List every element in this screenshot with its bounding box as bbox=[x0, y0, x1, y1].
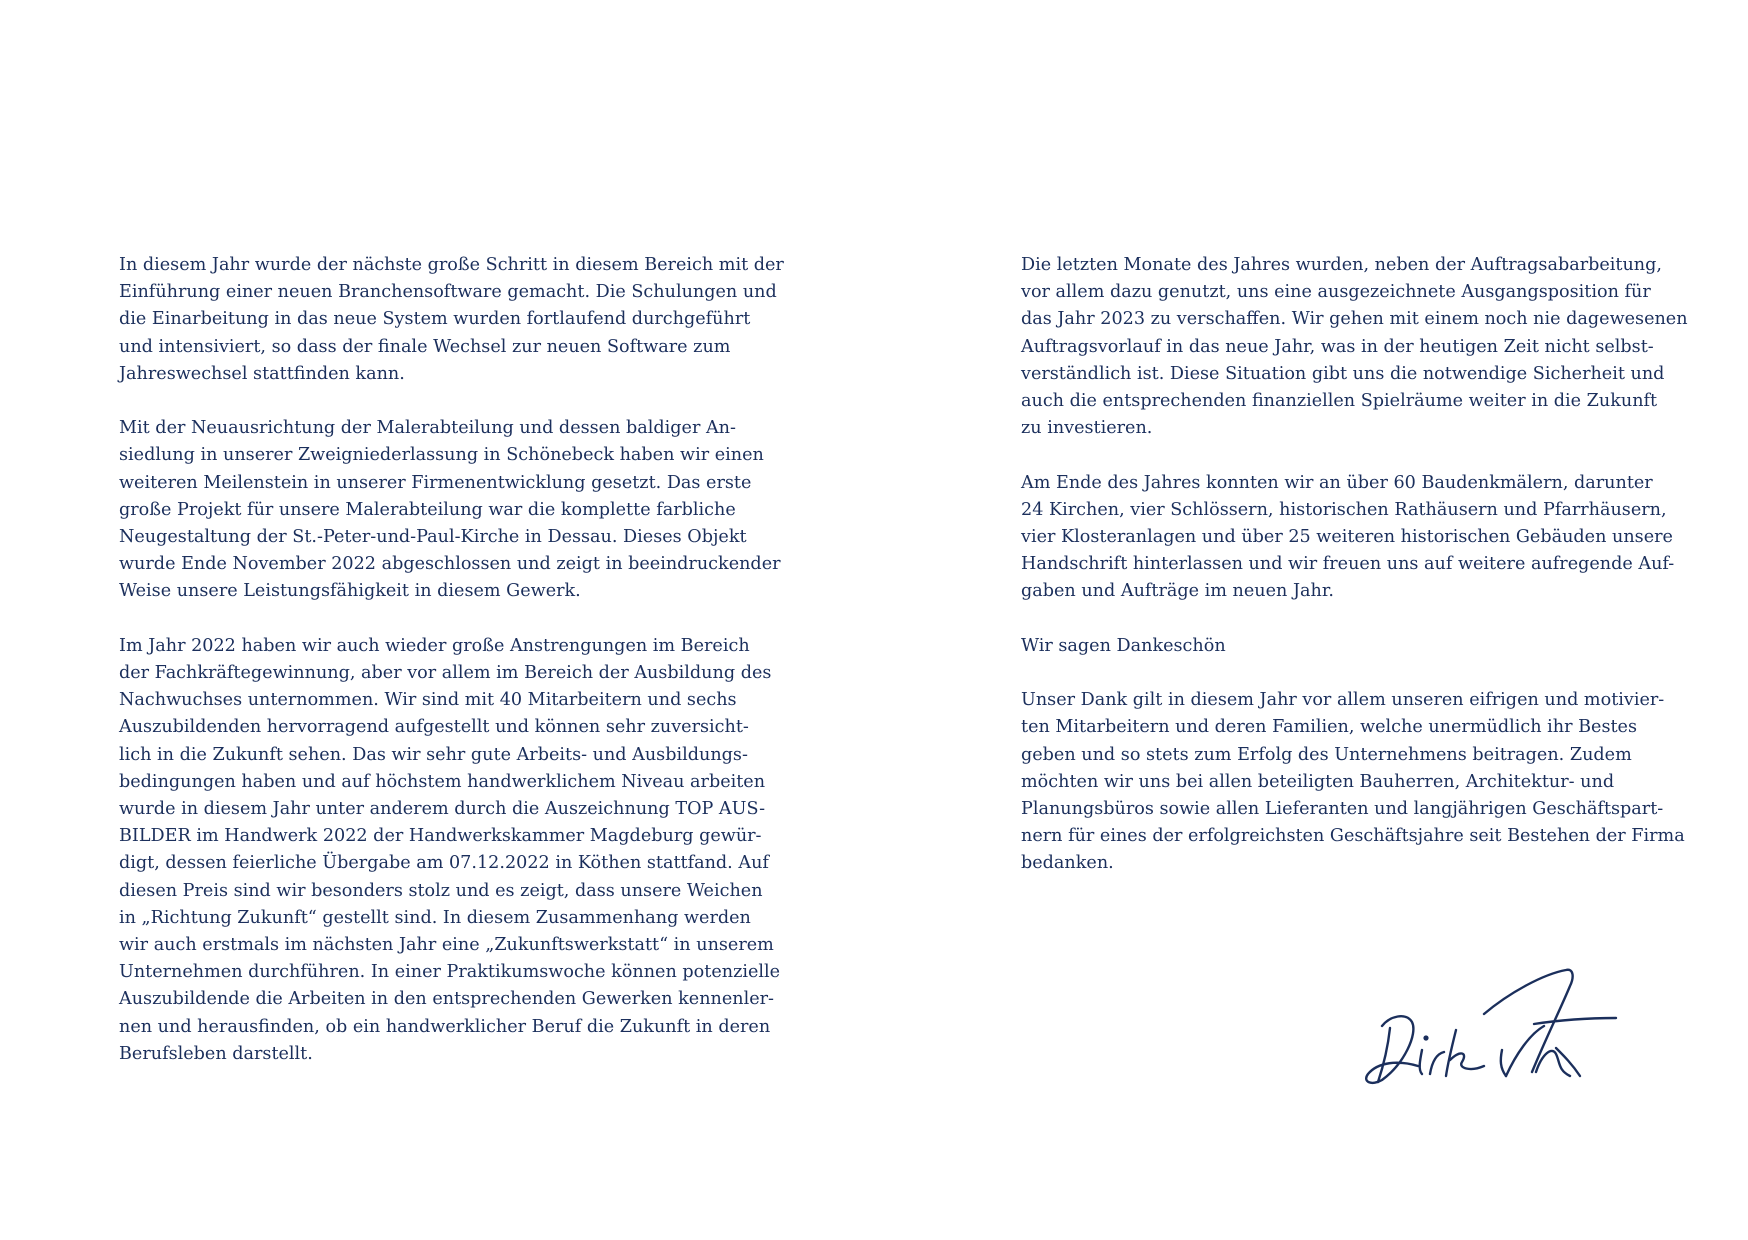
text-line: Neugestaltung der St.-Peter-und-Paul-Kirche in Dessau. Dieses Objekt bbox=[119, 527, 747, 548]
text-line: in „Richtung Zukunft“ gestellt sind. In diesem Zusammenhang werden bbox=[119, 907, 751, 928]
text-line: diesen Preis sind wir besonders stolz und es zeigt, dass unsere Weichen bbox=[119, 880, 763, 901]
text-line: möchten wir uns bei allen beteiligten Bauherren, Architektur- und bbox=[1021, 771, 1615, 792]
text-line: nen und herausfinden, ob ein handwerklicher Beruf die Zukunft in deren bbox=[119, 1016, 771, 1037]
text-line: Wir sagen Dankeschön bbox=[1021, 635, 1226, 656]
paragraph-dankeschoen-heading bbox=[1021, 633, 1661, 660]
text-line: Einführung einer neuen Branchensoftware gemacht. Die Schulungen und bbox=[119, 282, 777, 303]
text-line: vor allem dazu genutzt, uns eine ausgezeichnete Ausgangsposition für bbox=[1021, 282, 1651, 303]
text-line: Jahreswechsel stattfinden kann. bbox=[119, 363, 405, 384]
text-line: zu investieren. bbox=[1021, 418, 1153, 439]
text-line: verständlich ist. Diese Situation gibt uns die notwendige Sicherheit und bbox=[1021, 363, 1665, 384]
text-line: ten Mitarbeitern und deren Familien, welche unermüdlich ihr Bestes bbox=[1021, 717, 1637, 738]
text-line: und intensiviert, so dass der finale Wechsel zur neuen Software zum bbox=[119, 336, 731, 357]
text-line: bedingungen haben und auf höchstem handwerklichem Niveau arbeiten bbox=[119, 771, 766, 792]
paragraph-malerabteilung bbox=[119, 415, 781, 605]
text-line: nern für eines der erfolgreichsten Geschäftsjahre seit Bestehen der Firma bbox=[1021, 826, 1685, 847]
text-line: Die letzten Monate des Jahres wurden, neben der Auftragsabarbeitung, bbox=[1021, 255, 1662, 275]
paragraph-branchensoftware bbox=[119, 252, 784, 388]
text-line: geben und so stets zum Erfolg des Unternehmens beitragen. Zudem bbox=[1021, 744, 1632, 765]
text-line: Am Ende des Jahres konnten wir an über 60 Baudenkmälern, darunter bbox=[1021, 472, 1653, 493]
text-line: Weise unsere Leistungsfähigkeit in diesem Gewerk. bbox=[119, 581, 581, 602]
text-line: wir auch erstmals im nächsten Jahr eine „Zukunftswerkstatt“ in unserem bbox=[119, 935, 774, 956]
text-line: Auszubildende die Arbeiten in den entsprechenden Gewerken kennenler- bbox=[119, 989, 774, 1010]
text-line: Auftragsvorlauf in das neue Jahr, was in der heutigen Zeit nicht selbst- bbox=[1021, 336, 1654, 357]
text-line: das Jahr 2023 zu verschaffen. Wir gehen mit einem noch nie dagewesenen bbox=[1021, 309, 1688, 330]
text-line: gaben und Aufträge im neuen Jahr. bbox=[1021, 581, 1334, 602]
text-line: Auszubildenden hervorragend aufgestellt und können sehr zuversicht- bbox=[119, 717, 749, 738]
text-line: Mit der Neuausrichtung der Malerabteilung und dessen baldiger An- bbox=[119, 418, 736, 439]
text-line: Im Jahr 2022 haben wir auch wieder große Anstrengungen im Bereich bbox=[119, 635, 750, 656]
text-line: siedlung in unserer Zweigniederlassung in Schönebeck haben wir einen bbox=[119, 445, 764, 466]
text-line: auch die entsprechenden finanziellen Spielräume weiter in die Zukunft bbox=[1021, 391, 1658, 412]
text-line: lich in die Zukunft sehen. Das wir sehr gute Arbeits- und Ausbildungs- bbox=[119, 744, 748, 765]
text-line: Unser Dank gilt in diesem Jahr vor allem unseren eifrigen und motivier- bbox=[1021, 690, 1665, 711]
text-line: Handschrift hinterlassen und wir freuen uns auf weitere aufregende Auf- bbox=[1021, 554, 1675, 575]
text-line: wurde in diesem Jahr unter anderem durch die Auszeichnung TOP AUS- bbox=[119, 799, 766, 820]
text-line: große Projekt für unsere Malerabteilung war die komplette farbliche bbox=[119, 499, 736, 520]
text-line: Planungsbüros sowie allen Lieferanten und langjährigen Geschäftspart- bbox=[1021, 799, 1664, 820]
text-line: der Fachkräftegewinnung, aber vor allem im Bereich der Ausbildung des bbox=[119, 663, 772, 684]
handwritten-signature-icon bbox=[1360, 968, 1620, 1092]
text-line: bedanken. bbox=[1021, 853, 1114, 874]
text-line: 24 Kirchen, vier Schlössern, historischen Rathäusern und Pfarrhäusern, bbox=[1021, 499, 1667, 520]
text-line: digt, dessen feierliche Übergabe am 07.12.2022 in Köthen stattfand. Auf bbox=[119, 853, 769, 874]
text-line: vier Klosteranlagen und über 25 weiteren historischen Gebäuden unsere bbox=[1021, 527, 1673, 548]
paragraph-ausbildung bbox=[119, 633, 781, 1068]
paragraph-ausgangsposition bbox=[1021, 252, 1688, 442]
text-line: Unternehmen durchführen. In einer Praktikumswoche können potenzielle bbox=[119, 962, 781, 983]
text-line: In diesem Jahr wurde der nächste große Schritt in diesem Bereich mit der bbox=[119, 255, 784, 275]
paragraph-baudenkmaeler bbox=[1021, 470, 1675, 606]
text-line: weiteren Meilenstein in unserer Firmenentwicklung gesetzt. Das erste bbox=[119, 472, 752, 493]
text-line: die Einarbeitung in das neue System wurden fortlaufend durchgeführt bbox=[119, 309, 751, 330]
text-line: BILDER im Handwerk 2022 der Handwerkskammer Magdeburg gewür- bbox=[119, 826, 762, 847]
left-text-column bbox=[119, 252, 784, 1095]
text-line: Nachwuchses unternommen. Wir sind mit 40 Mitarbeitern und sechs bbox=[119, 690, 737, 711]
paragraph-dank bbox=[1021, 687, 1685, 877]
text-line: Berufsleben darstellt. bbox=[119, 1043, 313, 1064]
text-line: wurde Ende November 2022 abgeschlossen und zeigt in beeindruckender bbox=[119, 554, 781, 575]
right-text-column bbox=[1021, 252, 1688, 905]
